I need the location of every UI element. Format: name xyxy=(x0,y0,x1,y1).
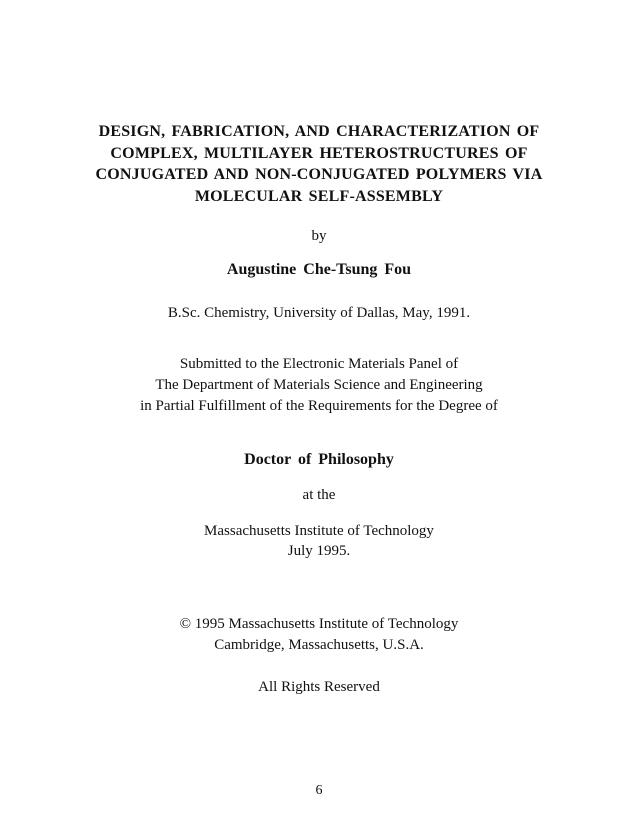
by-label: by xyxy=(311,228,327,244)
page-number: 6 xyxy=(315,783,323,798)
prior-degree: B.Sc. Chemistry, University of Dallas, May, 1991. xyxy=(167,305,471,321)
at-the-label: at the xyxy=(302,487,336,503)
institution-name: Massachusetts Institute of Technology xyxy=(204,523,434,539)
degree-name: Doctor of Philosophy xyxy=(244,451,394,468)
submission-line-2: The Department of Materials Science and Engineering xyxy=(155,377,483,393)
submission-line-1: Submitted to the Electronic Materials Panel of xyxy=(179,356,459,372)
submission-date: July 1995. xyxy=(287,543,351,559)
title-line-4: MOLECULAR SELF-ASSEMBLY xyxy=(194,188,444,205)
title-line-2: COMPLEX, MULTILAYER HETEROSTRUCTURES OF xyxy=(110,145,528,162)
copyright-line-1: © 1995 Massachusetts Institute of Technology xyxy=(179,616,459,632)
title-line-3: CONJUGATED AND NON-CONJUGATED POLYMERS VIA xyxy=(95,166,543,183)
submission-line-3: in Partial Fulfillment of the Requirements for the Degree of xyxy=(140,398,498,414)
title-line-1: DESIGN, FABRICATION, AND CHARACTERIZATION OF xyxy=(98,123,540,140)
copyright-line-2: Cambridge, Massachusetts, U.S.A. xyxy=(214,637,424,653)
rights-statement: All Rights Reserved xyxy=(258,679,380,695)
author-name: Augustine Che-Tsung Fou xyxy=(226,261,412,278)
